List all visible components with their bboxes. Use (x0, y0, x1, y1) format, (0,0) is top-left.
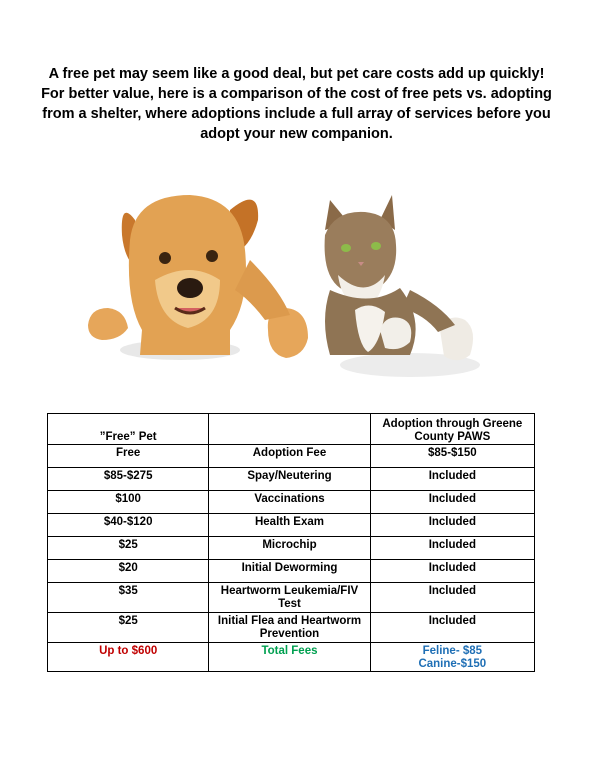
paws-cost-cell: $85-$150 (370, 445, 534, 468)
free-cost-cell: $40-$120 (48, 514, 209, 537)
service-cell: Initial Deworming (209, 560, 370, 583)
intro-line-2: For better value, here is a comparison of the cost of free pets vs. adopting (41, 86, 552, 102)
table-row (48, 537, 535, 560)
paws-cost-cell: Included (370, 613, 534, 643)
table-row (48, 613, 535, 643)
cat-figure (325, 195, 473, 360)
header-free-pet: ”Free” Pet (48, 414, 209, 445)
dog-figure (88, 195, 308, 358)
paws-cost-cell: Included (370, 468, 534, 491)
service-cell: Spay/Neutering (209, 468, 370, 491)
table-row (48, 491, 535, 514)
service-cell: Health Exam (209, 514, 370, 537)
free-cost-cell: $25 (48, 613, 209, 643)
free-cost-cell: Free (48, 445, 209, 468)
table-row (48, 560, 535, 583)
header-paws-adoption: Adoption through Greene County PAWS (370, 414, 534, 445)
table-row (48, 468, 535, 491)
paws-cost-cell: Included (370, 491, 534, 514)
header-service (209, 414, 370, 445)
dog-and-cat-photo (80, 180, 500, 390)
free-cost-cell: $85-$275 (48, 468, 209, 491)
total-fees-label: Total Fees (209, 643, 370, 672)
service-cell: Microchip (209, 537, 370, 560)
intro-line-4: adopt your new companion. (200, 126, 393, 142)
cost-comparison-table (47, 413, 535, 672)
free-cost-cell: $100 (48, 491, 209, 514)
free-cost-cell: $25 (48, 537, 209, 560)
table-row (48, 583, 535, 613)
table-header-row (48, 414, 535, 445)
free-cost-cell: $35 (48, 583, 209, 613)
service-cell: Heartworm Leukemia/FIV Test (209, 583, 370, 613)
service-cell: Initial Flea and Heartworm Prevention (209, 613, 370, 643)
intro-text (40, 64, 553, 144)
intro-line-3: from a shelter, where adoptions include a full array of services before you (42, 106, 551, 122)
service-cell: Adoption Fee (209, 445, 370, 468)
service-cell: Vaccinations (209, 491, 370, 514)
paws-total-cell (370, 643, 534, 672)
table-row (48, 514, 535, 537)
total-row (48, 643, 535, 672)
free-cost-cell: $20 (48, 560, 209, 583)
paws-cost-cell: Included (370, 583, 534, 613)
table-row (48, 445, 535, 468)
free-total-cell: Up to $600 (48, 643, 209, 672)
feline-fee: Feline- $85 (422, 645, 483, 657)
paws-cost-cell: Included (370, 537, 534, 560)
canine-fee: Canine-$150 (418, 658, 487, 670)
intro-line-1: A free pet may seem like a good deal, but pet care costs add up quickly! (48, 66, 545, 82)
paws-cost-cell: Included (370, 514, 534, 537)
paws-cost-cell: Included (370, 560, 534, 583)
